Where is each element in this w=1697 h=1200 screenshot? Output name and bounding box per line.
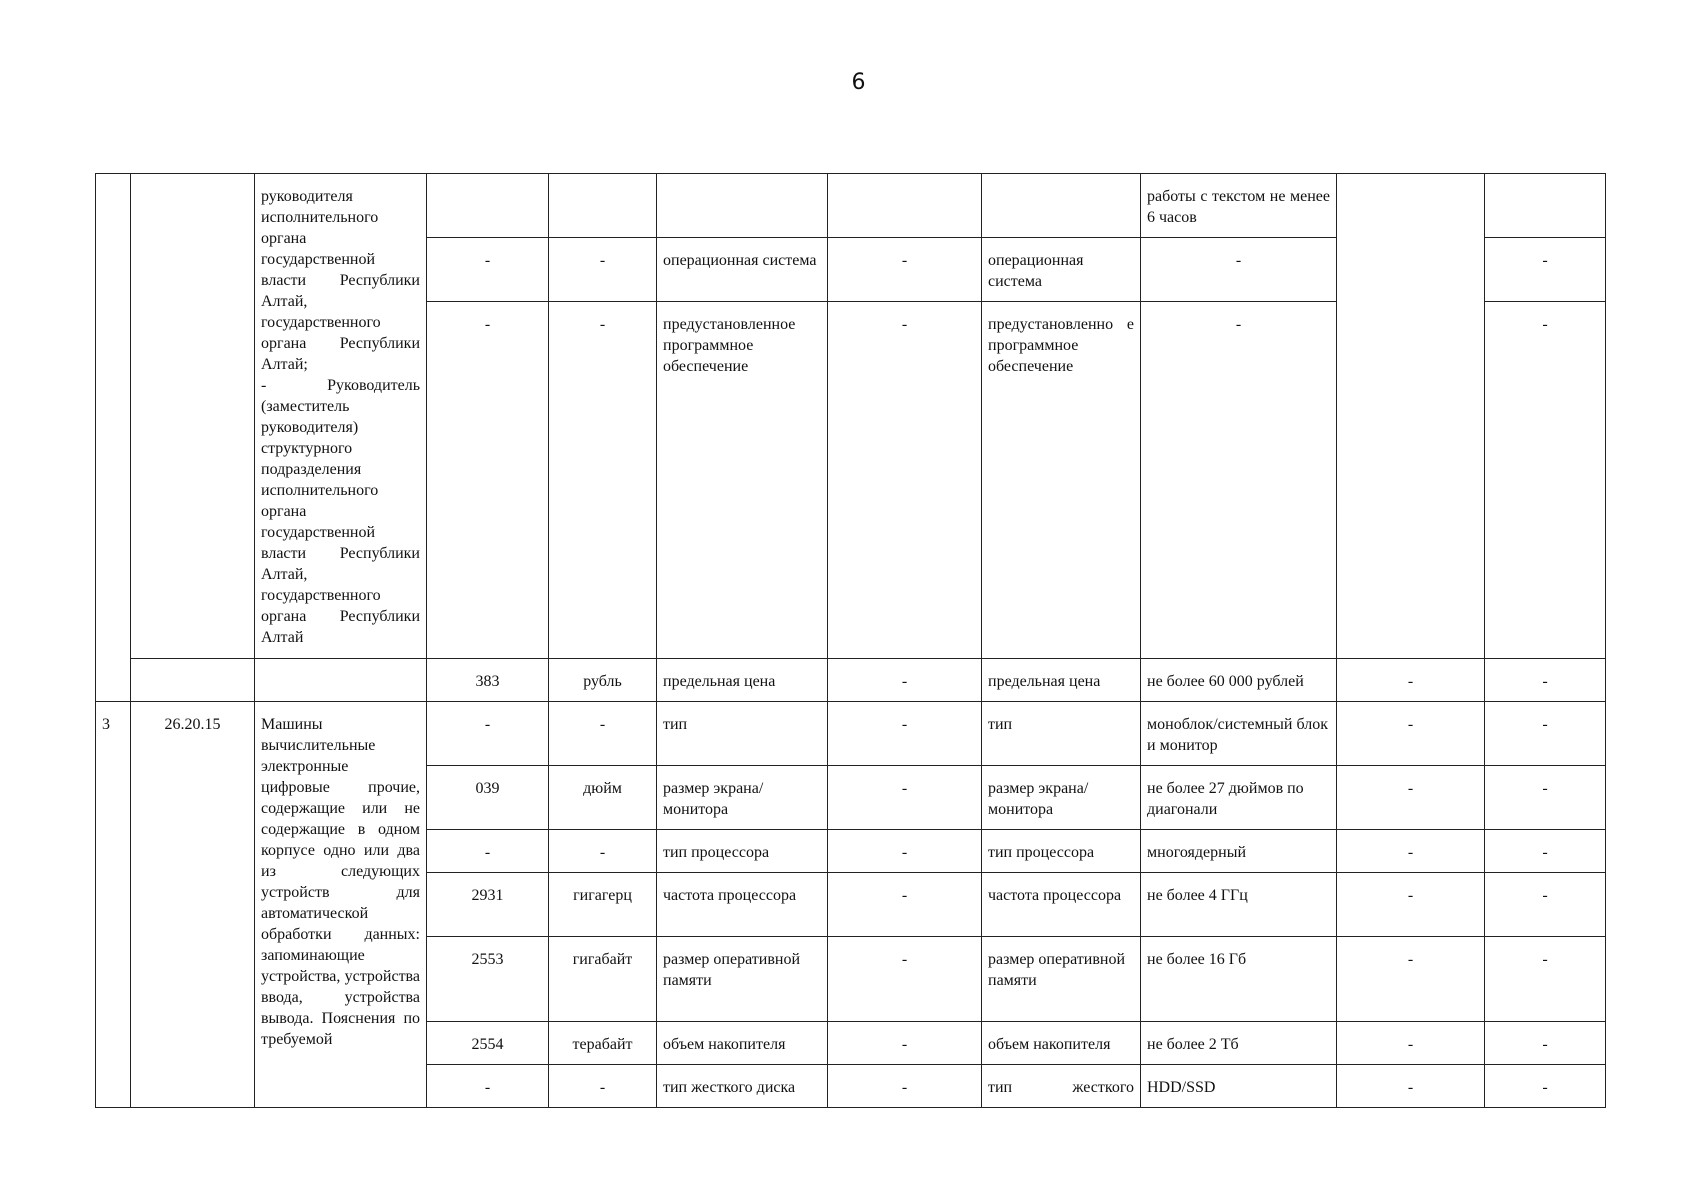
cell-value: не более 27 дюймов по диагонали <box>1141 766 1337 830</box>
cell-value: - <box>1485 937 1606 1022</box>
cell-value: тип <box>982 702 1141 766</box>
cell-value: - <box>427 302 549 659</box>
cell-value: тип <box>657 702 828 766</box>
cell-value: - <box>828 766 982 830</box>
table-row <box>96 174 1606 238</box>
cell-num <box>96 174 131 702</box>
cell-value <box>1337 174 1485 659</box>
cell-value: объем накопителя <box>657 1022 828 1065</box>
cell-value: предустановленное программное обеспечение <box>657 302 828 659</box>
cell-value: не более 2 Тб <box>1141 1022 1337 1065</box>
cell-value: 039 <box>427 766 549 830</box>
cell-value <box>828 174 982 238</box>
cell-value: - <box>1485 1022 1606 1065</box>
cell-value: - <box>1485 766 1606 830</box>
cell-value: - <box>427 1065 549 1108</box>
cell-value: размер экрана/монитора <box>982 766 1141 830</box>
cell-value <box>657 174 828 238</box>
cell-value: - <box>828 830 982 873</box>
cell-value: - <box>1485 238 1606 302</box>
cell-value: рубль <box>549 659 657 702</box>
cell-value: - <box>1485 659 1606 702</box>
cell-value: не более 16 Гб <box>1141 937 1337 1022</box>
cell-value: - <box>1337 1022 1485 1065</box>
cell-value: тип процессора <box>982 830 1141 873</box>
cell-value: - <box>549 238 657 302</box>
cell-value: - <box>828 937 982 1022</box>
cell-value: многоядерный <box>1141 830 1337 873</box>
cell-value: - <box>828 873 982 937</box>
cell-code <box>131 174 255 659</box>
cell-value: моноблок/системный блок и монитор <box>1141 702 1337 766</box>
cell-description: Машины вычислительные электронные цифровые прочие, содержащие или не содержащие в одном корпусе одно или два из следующих устройств для автоматической обработки данных: запоминающие устройства, устройства ввода, устройства вывода. Пояснения по требуемой <box>255 702 427 1108</box>
cell-value: тип жесткого диска <box>657 1065 828 1108</box>
cell-code <box>131 659 255 702</box>
cell-value: операционная система <box>982 238 1141 302</box>
cell-value: - <box>1337 937 1485 1022</box>
cell-value: предельная цена <box>657 659 828 702</box>
cell-value: - <box>828 659 982 702</box>
cell-value: - <box>1337 830 1485 873</box>
cell-value: - <box>549 302 657 659</box>
cell-value: HDD/SSD <box>1141 1065 1337 1108</box>
cell-value: 2553 <box>427 937 549 1022</box>
cell-value <box>549 174 657 238</box>
cell-value: размер оперативной памяти <box>982 937 1141 1022</box>
cell-value: - <box>1485 702 1606 766</box>
table-row <box>96 702 1606 766</box>
cell-value: гигагерц <box>549 873 657 937</box>
cell-value: операционная система <box>657 238 828 302</box>
cell-value: - <box>1337 659 1485 702</box>
cell-value: - <box>1337 702 1485 766</box>
cell-value: гигабайт <box>549 937 657 1022</box>
cell-value: - <box>1485 873 1606 937</box>
cell-value: - <box>828 1065 982 1108</box>
cell-value: предустановленно е программное обеспечение <box>982 302 1141 659</box>
cell-value: - <box>828 238 982 302</box>
cell-value: размер экрана/монитора <box>657 766 828 830</box>
cell-value: не более 60 000 рублей <box>1141 659 1337 702</box>
cell-value: работы с текстом не менее 6 часов <box>1141 174 1337 238</box>
cell-value <box>1485 174 1606 238</box>
cell-value: - <box>1141 238 1337 302</box>
cell-value: 383 <box>427 659 549 702</box>
cell-value: - <box>1337 766 1485 830</box>
cell-value <box>427 174 549 238</box>
cell-description <box>255 659 427 702</box>
cell-value: 2554 <box>427 1022 549 1065</box>
cell-value: терабайт <box>549 1022 657 1065</box>
cell-value: размер оперативной памяти <box>657 937 828 1022</box>
page-number: 6 <box>851 70 866 95</box>
cell-value: - <box>1485 830 1606 873</box>
table-row <box>96 659 1606 702</box>
cell-value: - <box>549 1065 657 1108</box>
cell-value: частота процессора <box>657 873 828 937</box>
cell-value: - <box>1337 1065 1485 1108</box>
cell-value: - <box>828 302 982 659</box>
cell-value: - <box>427 830 549 873</box>
cell-value: - <box>549 702 657 766</box>
cell-value: - <box>549 830 657 873</box>
cell-value: предельная цена <box>982 659 1141 702</box>
cell-description: руководителя исполнительного органа государственной власти Республики Алтай, государственного органа Республики Алтай; - Руководитель (заместитель руководителя) структурного подразделения исполнительного органа государственной власти Республики Алтай, государственного органа Республики Алтай <box>255 174 427 659</box>
cell-value: тип процессора <box>657 830 828 873</box>
cell-value: не более 4 ГГц <box>1141 873 1337 937</box>
cell-value: - <box>1337 873 1485 937</box>
cell-value: - <box>427 238 549 302</box>
requirements-table <box>95 173 1606 1108</box>
cell-value <box>982 174 1141 238</box>
cell-num: 3 <box>96 702 131 1108</box>
cell-value: - <box>828 702 982 766</box>
cell-value: дюйм <box>549 766 657 830</box>
cell-value: - <box>828 1022 982 1065</box>
cell-value: - <box>1485 302 1606 659</box>
cell-value: объем накопителя <box>982 1022 1141 1065</box>
cell-value: частота процессора <box>982 873 1141 937</box>
cell-value: - <box>427 702 549 766</box>
cell-code: 26.20.15 <box>131 702 255 1108</box>
cell-value: - <box>1485 1065 1606 1108</box>
cell-value: тип жесткого <box>982 1065 1141 1108</box>
cell-value: 2931 <box>427 873 549 937</box>
cell-value: - <box>1141 302 1337 659</box>
